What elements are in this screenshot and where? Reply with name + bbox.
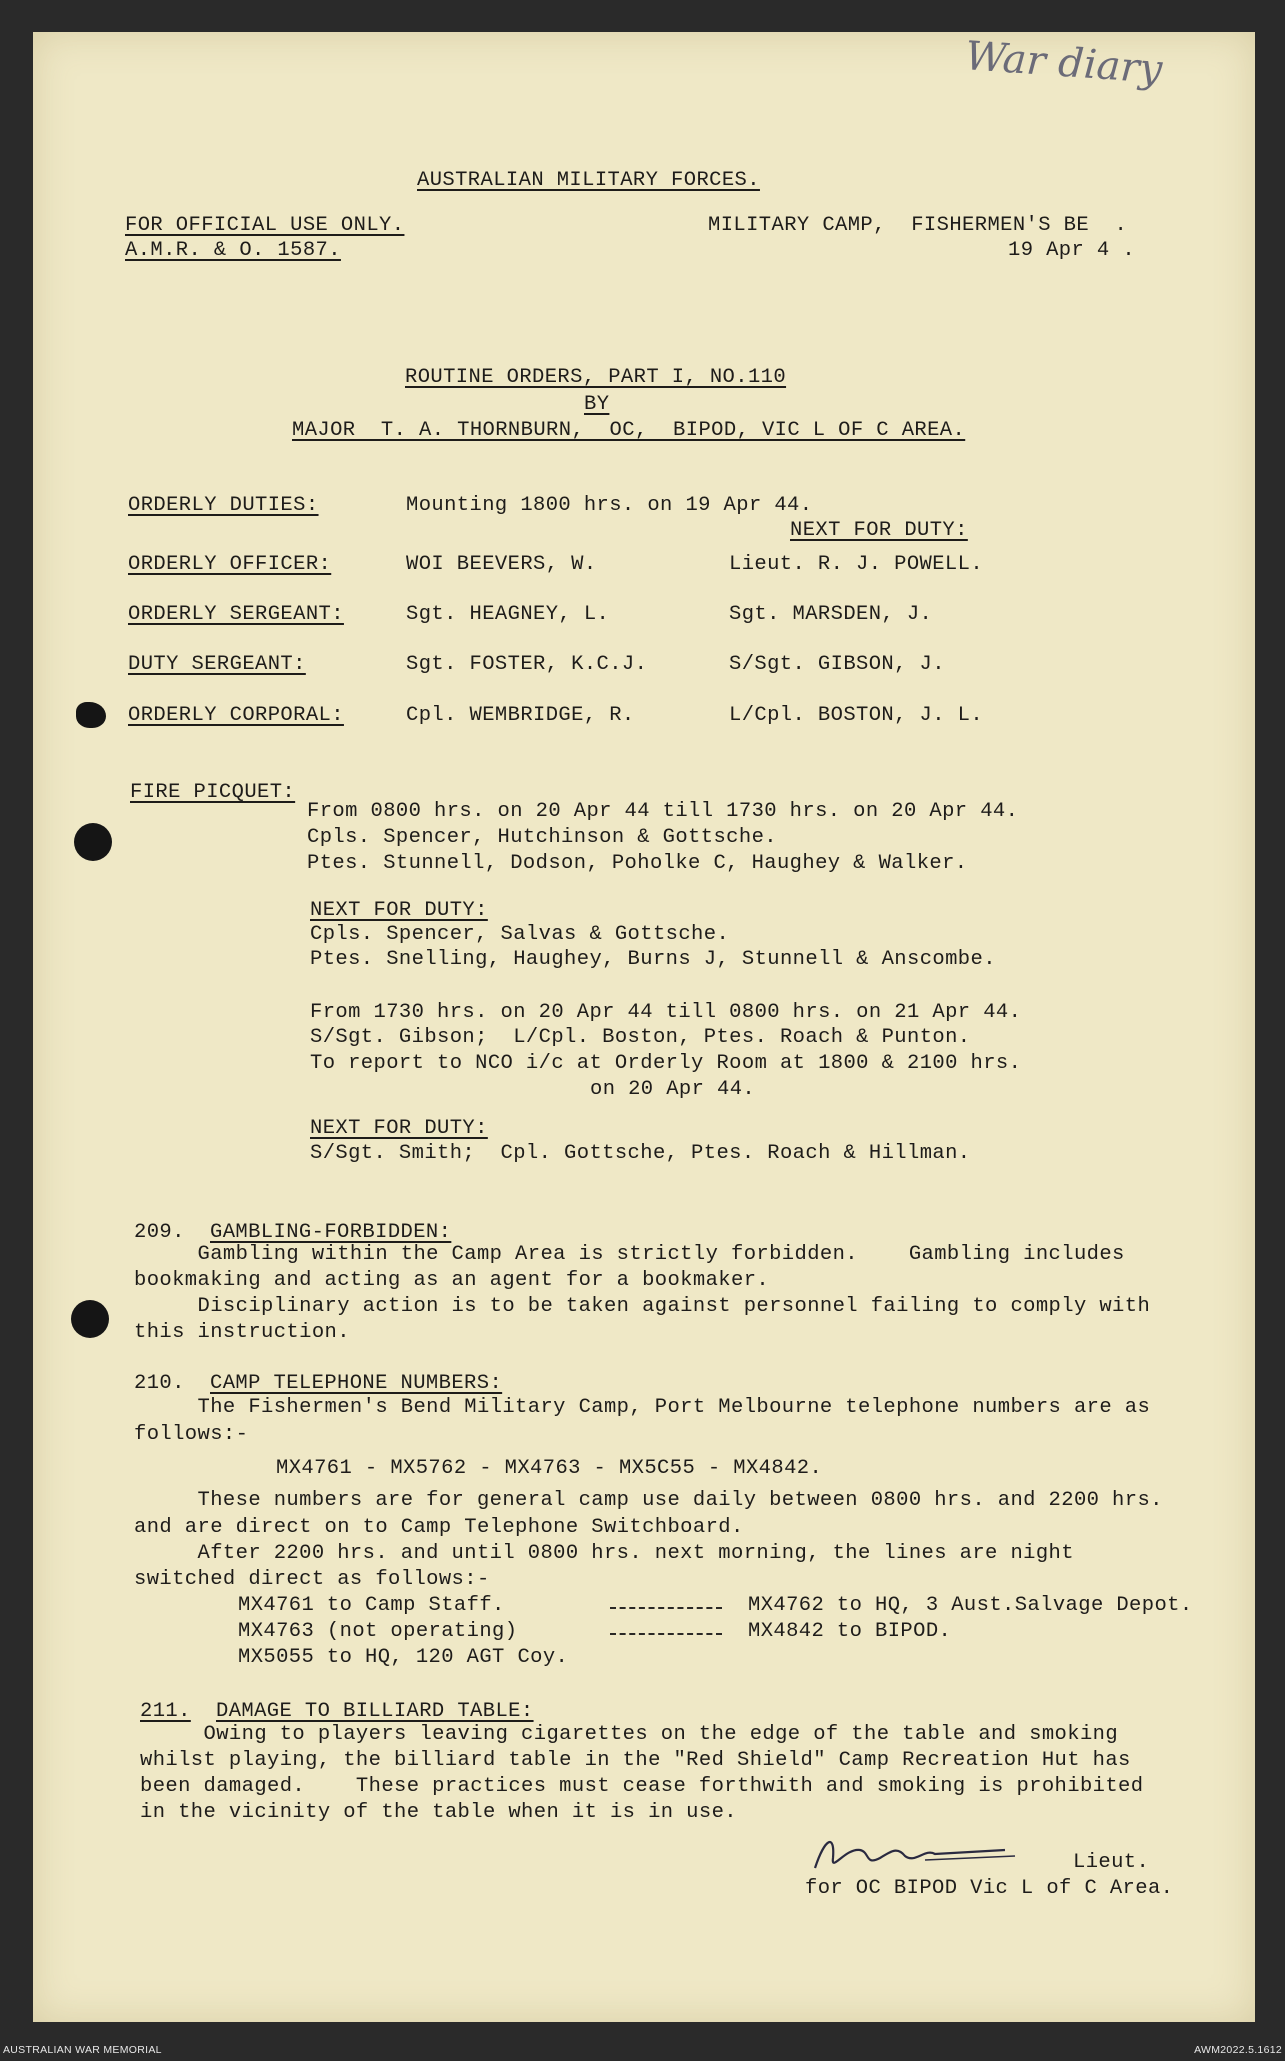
fire-picquet-line: on 20 Apr 44.: [590, 1078, 756, 1101]
orderly-duties-label: ORDERLY DUTIES:: [128, 494, 319, 517]
duty-row-next: Sgt. MARSDEN, J.: [729, 603, 933, 626]
document-date: 19 Apr 4 .: [1008, 239, 1136, 262]
fire-picquet-line: From 0800 hrs. on 20 Apr 44 till 1730 hrs. on 20 Apr 44.: [307, 800, 1019, 823]
switch-dash-line: [610, 1633, 722, 1635]
section-number: 209.: [134, 1221, 185, 1244]
fire-picquet-line: S/Sgt. Smith; Cpl. Gottsche, Ptes. Roach & Hillman.: [310, 1142, 971, 1165]
duty-row-next: Lieut. R. J. POWELL.: [729, 553, 984, 576]
switch-entry: MX4763 (not operating): [238, 1620, 518, 1643]
duty-row-current: Sgt. HEAGNEY, L.: [406, 603, 610, 626]
next-for-duty-header: NEXT FOR DUTY:: [790, 519, 968, 542]
signature-for: for OC BIPOD Vic L of C Area.: [805, 1877, 1174, 1900]
section-number: 210.: [134, 1372, 185, 1395]
section-line: been damaged. These practices must cease forthwith and smoking is prohibited: [140, 1775, 1144, 1798]
footer-archive-name: AUSTRALIAN WAR MEMORIAL: [3, 2044, 162, 2056]
punch-hole-torn: [76, 702, 106, 728]
section-line: These numbers are for general camp use daily between 0800 hrs. and 2200 hrs.: [134, 1489, 1163, 1512]
title-line-1: ROUTINE ORDERS, PART I, NO.110: [405, 366, 787, 389]
duty-row-label: DUTY SERGEANT:: [128, 653, 306, 676]
handwritten-annotation: War diary: [963, 33, 1164, 93]
section-line: switched direct as follows:-: [134, 1568, 490, 1591]
reference-number: A.M.R. & O. 1587.: [125, 239, 341, 262]
official-use-label: FOR OFFICIAL USE ONLY.: [125, 214, 405, 237]
duty-row-next: L/Cpl. BOSTON, J. L.: [729, 704, 984, 727]
section-line: and are direct on to Camp Telephone Switchboard.: [134, 1516, 744, 1539]
fire-picquet-next-label: NEXT FOR DUTY:: [310, 899, 488, 922]
section-line: bookmaking and acting as an agent for a bookmaker.: [134, 1269, 770, 1292]
fire-picquet-line: S/Sgt. Gibson; L/Cpl. Boston, Ptes. Roach & Punton.: [310, 1026, 971, 1049]
org-heading: AUSTRALIAN MILITARY FORCES.: [417, 169, 760, 192]
section-line: this instruction.: [134, 1321, 350, 1344]
section-line: Disciplinary action is to be taken against personnel failing to comply with: [134, 1295, 1151, 1318]
fire-picquet-line: Cpls. Spencer, Hutchinson & Gottsche.: [307, 826, 777, 849]
handwritten-signature: [805, 1828, 1025, 1878]
duty-row-current: WOI BEEVERS, W.: [406, 553, 597, 576]
switch-entry: MX4762 to HQ, 3 Aust.Salvage Depot.: [748, 1594, 1193, 1617]
fire-picquet-line: Ptes. Snelling, Haughey, Burns J, Stunnell & Anscombe.: [310, 948, 996, 971]
fire-picquet-next-label: NEXT FOR DUTY:: [310, 1117, 488, 1140]
duty-row-current: Sgt. FOSTER, K.C.J.: [406, 653, 648, 676]
switch-entry: MX4842 to BIPOD.: [748, 1620, 952, 1643]
switch-entry: MX4761 to Camp Staff.: [238, 1594, 505, 1617]
section-line: Gambling within the Camp Area is strictly forbidden. Gambling includes: [134, 1243, 1125, 1266]
punch-hole-bottom: [71, 1300, 109, 1338]
section-line: whilst playing, the billiard table in the "Red Shield" Camp Recreation Hut has: [140, 1749, 1131, 1772]
duty-row-label: ORDERLY CORPORAL:: [128, 704, 344, 727]
title-line-3: MAJOR T. A. THORNBURN, OC, BIPOD, VIC L OF C AREA.: [292, 419, 966, 442]
fire-picquet-line: From 1730 hrs. on 20 Apr 44 till 0800 hrs. on 21 Apr 44.: [310, 1001, 1022, 1024]
fire-picquet-label: FIRE PICQUET:: [130, 781, 296, 804]
fire-picquet-line: Ptes. Stunnell, Dodson, Poholke C, Haughey & Walker.: [307, 852, 968, 875]
fire-picquet-line: Cpls. Spencer, Salvas & Gottsche.: [310, 923, 730, 946]
section-line: Owing to players leaving cigarettes on the edge of the table and smoking: [140, 1723, 1119, 1746]
telephone-numbers: MX4761 - MX5762 - MX4763 - MX5C55 - MX4842.: [276, 1457, 823, 1480]
title-line-2: BY: [584, 393, 610, 416]
section-heading: DAMAGE TO BILLIARD TABLE:: [216, 1700, 534, 1723]
section-heading: CAMP TELEPHONE NUMBERS:: [210, 1372, 503, 1395]
switch-entry: MX5055 to HQ, 120 AGT Coy.: [238, 1646, 569, 1669]
section-line: in the vicinity of the table when it is in use.: [140, 1801, 737, 1824]
section-line: After 2200 hrs. and until 0800 hrs. next morning, the lines are night: [134, 1542, 1074, 1565]
section-heading: GAMBLING-FORBIDDEN:: [210, 1221, 452, 1244]
footer-item-id: AWM2022.5.1612: [1194, 2044, 1282, 2056]
fire-picquet-line: To report to NCO i/c at Orderly Room at 1800 & 2100 hrs.: [310, 1052, 1022, 1075]
section-line: The Fishermen's Bend Military Camp, Port Melbourne telephone numbers are as: [134, 1396, 1151, 1419]
duty-row-label: ORDERLY SERGEANT:: [128, 603, 344, 626]
section-line: follows:-: [134, 1423, 249, 1446]
punch-hole-top: [74, 823, 112, 861]
camp-location: MILITARY CAMP, FISHERMEN'S BE .: [708, 214, 1128, 237]
switch-dash-line: [610, 1607, 722, 1609]
duty-row-label: ORDERLY OFFICER:: [128, 553, 332, 576]
signature-rank: Lieut.: [1073, 1851, 1150, 1874]
duty-row-next: S/Sgt. GIBSON, J.: [729, 653, 945, 676]
orderly-duties-value: Mounting 1800 hrs. on 19 Apr 44.: [406, 494, 813, 517]
section-number: 211.: [140, 1700, 191, 1723]
duty-row-current: Cpl. WEMBRIDGE, R.: [406, 704, 635, 727]
